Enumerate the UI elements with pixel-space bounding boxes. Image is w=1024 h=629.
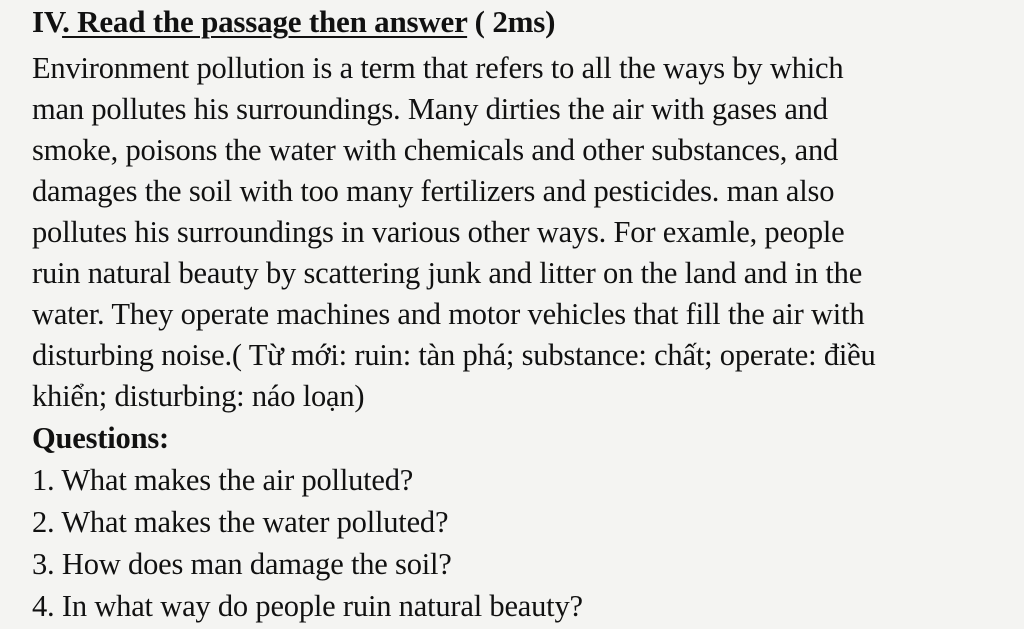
questions-heading: Questions: (32, 421, 169, 455)
passage-line: khiển; disturbing: náo loạn) (32, 379, 365, 413)
passage-line: disturbing noise.( Từ mới: ruin: tàn phá; substance: chất; operate: điều (32, 338, 876, 372)
heading-prefix: IV (32, 4, 63, 39)
passage-line: pollutes his surroundings in various other ways. For examle, people (32, 215, 845, 249)
question-item: 2. What makes the water polluted? (32, 505, 449, 539)
passage-line: ruin natural beauty by scattering junk and litter on the land and in the (32, 256, 863, 290)
section-heading (32, 2, 555, 42)
heading-score: ( 2ms) (467, 4, 556, 39)
passage-line: water. They operate machines and motor vehicles that fill the air with (32, 297, 865, 331)
passage-line: Environment pollution is a term that refers to all the ways by which (32, 51, 844, 85)
passage-line: man pollutes his surroundings. Many dirties the air with gases and (32, 92, 828, 126)
question-item: 4. In what way do people ruin natural beauty? (32, 589, 583, 623)
passage-line: smoke, poisons the water with chemicals and other substances, and (32, 133, 839, 167)
passage-line: damages the soil with too many fertilizers and pesticides. man also (32, 174, 835, 208)
question-item: 3. How does man damage the soil? (32, 547, 452, 581)
question-item: 1. What makes the air polluted? (32, 463, 414, 497)
heading-instruction: . Read the passage then answer (62, 4, 468, 39)
